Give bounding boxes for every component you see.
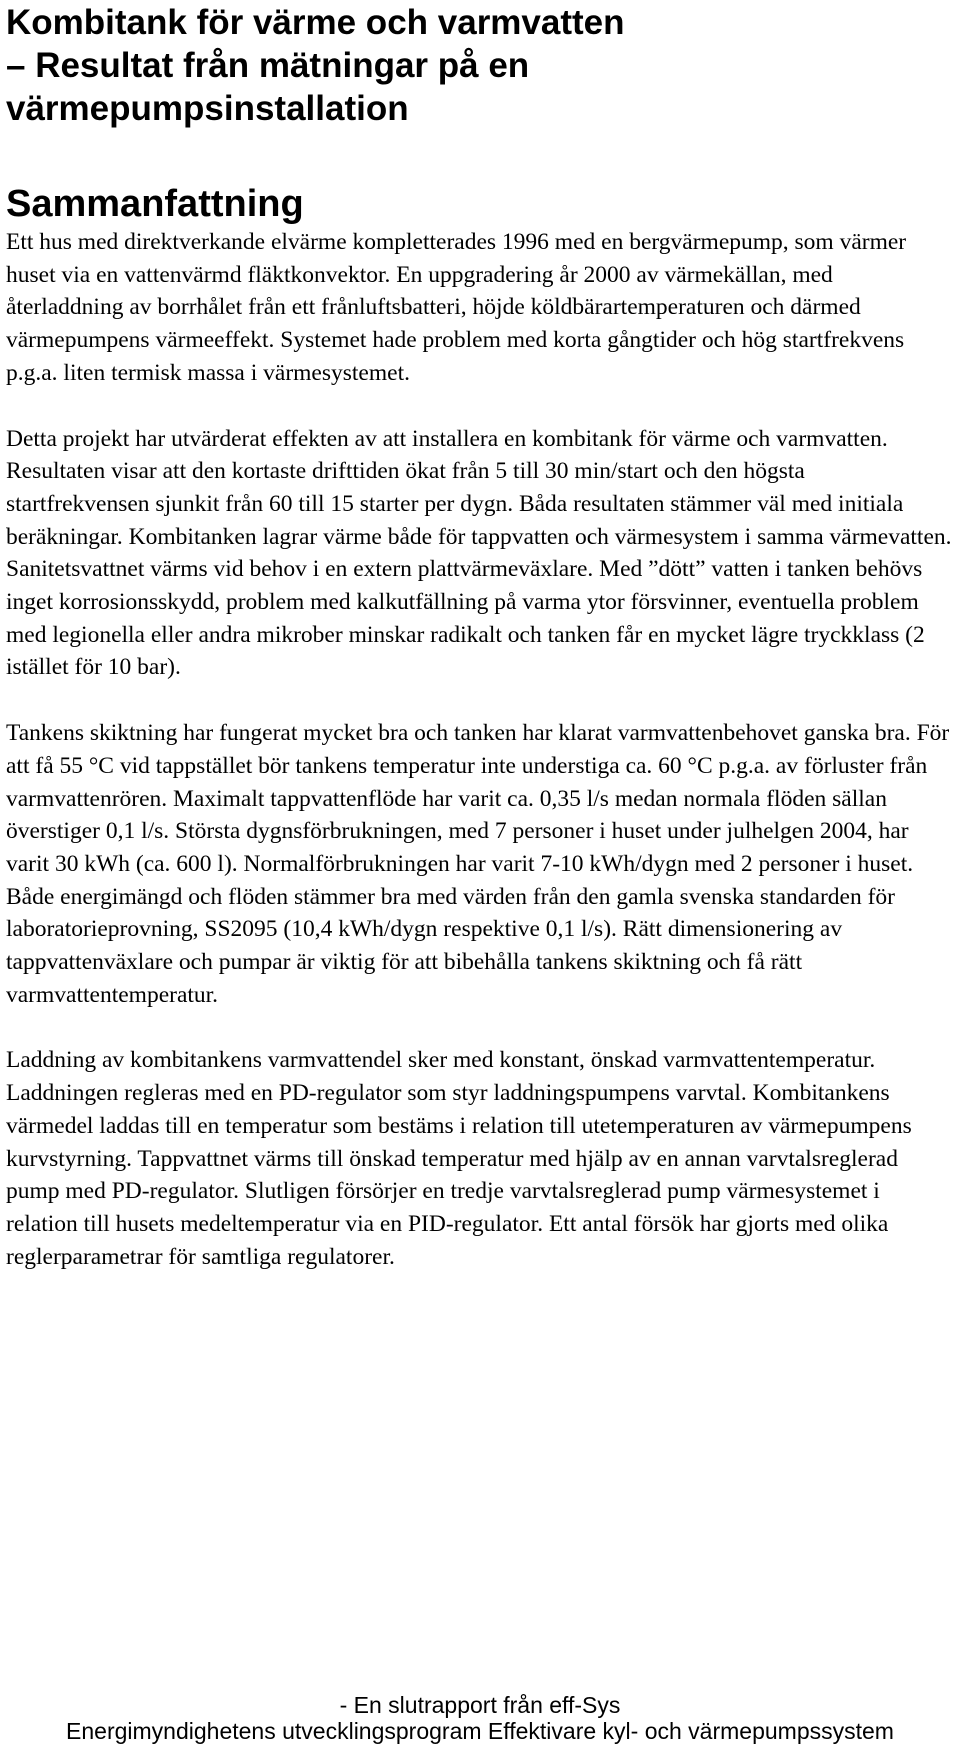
section-heading-summary: Sammanfattning: [6, 183, 304, 225]
title-line-3: värmepumpsinstallation: [6, 89, 409, 128]
summary-paragraph-2: Detta projekt har utvärderat effekten av att installera en kombitank för värme och varmvatten. Resultaten visar att den kortaste drifttiden ökat från 5 till 30 min/start och den högsta startfrekvensen sjunkit från 60 till 15 starter per dygn. Båda resultaten stämmer väl med initiala beräkningar. Kombitanken lagrar värme både för tappvatten och värmesystem i samma värmevatten. Sanitetsvattnet värms vid behov i en extern plattvärmeväxlare. Med ”dött” vatten i tanken behövs inget korrosionsskydd, problem med kalkutfällning på varma ytor försvinner, eventuella problem med legionella eller andra mikrober minskar radikalt och tanken får en mycket lägre tryckklass (2 istället för 10 bar).: [6, 425, 952, 681]
document-page: [6, 0, 954, 1273]
title-line-1: Kombitank för värme och varmvatten: [6, 3, 625, 42]
footer-report-line: - En slutrapport från eff-Sys: [339, 1692, 621, 1718]
summary-paragraph-4: Laddning av kombitankens varmvattendel sker med konstant, önskad varmvattentemperatur. Laddningen regleras med en PD-regulator som styr laddningspumpens varvtal. Kombitankens värmedel laddas till en temperatur som bestäms i relation till utetemperaturen av värmepumpens kurvstyrning. Tappvattnet värms till önskad temperatur med hjälp av en annan varvtalsreglerad pump med PD-regulator. Slutligen försörjer en tredje varvtalsreglerad pump värmesystemet i relation till husets medeltemperatur via en PID-regulator. Ett antal försök har gjorts med olika reglerparametrar för samtliga regulatorer.: [6, 1047, 912, 1270]
title-line-2: – Resultat från mätningar på en: [6, 46, 530, 85]
summary-paragraph-3: Tankens skiktning har fungerat mycket bra och tanken har klarat varmvattenbehovet ganska bra. För att få 55 °C vid tappstället bör tankens temperatur inte understiga ca. 60 °C p.g.a. av förluster från varmvattenrören. Maximalt tappvattenflöde har varit ca. 0,35 l/s medan normala flöden sällan överstiger 0,1 l/s. Största dygnsförbrukningen, med 7 personer i huset under julhelgen 2004, har varit 30 kWh (ca. 600 l). Normalförbrukningen har varit 7-10 kWh/dygn med 2 personer i huset. Både energimängd och flöden stämmer bra med värden från den gamla svenska standarden för laboratorieprovning, SS2095 (10,4 kWh/dygn respektive 0,1 l/s). Rätt dimensionering av tappvattenväxlare och pumpar är viktig för att bibehålla tankens skiktning och få rätt varmvattentemperatur.: [6, 720, 950, 1008]
document-title: [6, 0, 954, 130]
summary-paragraph-1: Ett hus med direktverkande elvärme kompletterades 1996 med en bergvärmepump, som värmer huset via en vattenvärmd fläktkonvektor. En uppgradering år 2000 av värmekällan, med återladdning av borrhålet från ett frånluftsbatteri, höjde köldbärartemperaturen och därmed värmepumpens värmeeffekt. Systemet hade problem med korta gångtider och hög startfrekvens p.g.a. liten termisk massa i värmesystemet.: [6, 229, 907, 386]
footer-program-line: Energimyndighetens utvecklingsprogram Effektivare kyl- och värmepumpssystem: [66, 1718, 894, 1744]
